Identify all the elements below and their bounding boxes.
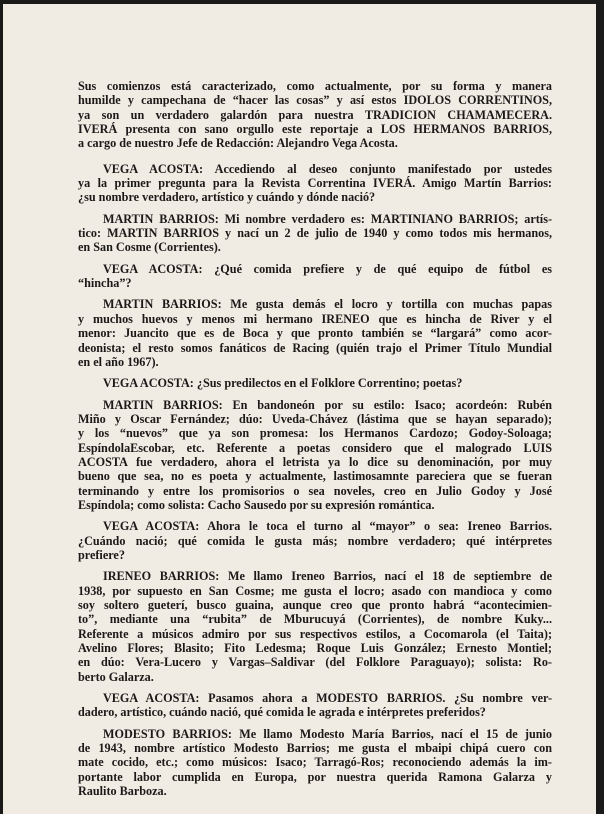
text-line: ¿Cuándo nació; qué comida le gusta más; nombre verdadero; qué intérpretes — [78, 533, 552, 548]
text-line: Miño y Oscar Fernández; dúo: Uveda-Chávez (lástima que se hayan separado); — [78, 411, 552, 426]
text-line: IRENEO BARRIOS: Me llamo Ireneo Barrios, nací el 18 de septiembre de — [103, 569, 552, 584]
text-line: VEGA ACOSTA: ¿Qué comida prefiere y de qué equipo de fútbol es — [103, 261, 552, 276]
text-line: MARTIN BARRIOS: En bandoneón por su estilo: Isaco; acordeón: Rubén — [103, 397, 552, 412]
text-line: berto Galarza. — [78, 669, 154, 684]
text-line: a cargo de nuestro Jefe de Redacción: Alejandro Vega Acosta. — [78, 136, 398, 151]
text-line: deonista; el resto somos fanáticos de Racing (quién trajo el Primer Título Mundial — [78, 340, 552, 355]
interview-paragraph — [78, 212, 552, 255]
text-line: tico: MARTIN BARRIOS y nací un 2 de julio de 1940 y como todos mis hermanos, — [78, 226, 552, 241]
interview-paragraph — [78, 162, 552, 205]
text-line: Sus comienzos está caracterizado, como actualmente, por su forma y manera — [78, 79, 552, 93]
text-line: soy soltero gueterí, busco guaina, aunque creo que pronto habrá “acontecimien- — [78, 598, 552, 612]
text-line: “hincha”? — [78, 276, 132, 291]
text-line: IVERÁ presenta con sano orgullo este reportaje a LOS HERMANOS BARRIOS, — [78, 122, 552, 137]
text-line: VEGA ACOSTA: Accediendo al deseo conjunto manifestado por ustedes — [103, 161, 552, 176]
text-line: Espíndola; como solista: Cacho Sausedo por su expresión romántica. — [78, 497, 435, 512]
text-line: Avelino Flores; Blasito; Fito Ledesma; Roque Luis González; Ernesto Montiel; — [78, 641, 552, 656]
text-line: Raulito Barboza. — [78, 784, 167, 799]
text-line: Referente a músicos admiro por sus respectivos estilos, a Cocomarola (el Taita); — [78, 626, 552, 641]
text-line: y muchos huevos y menos mi hermano IRENEO que es hincha de River y el — [78, 311, 552, 326]
text-line: de 1943, nombre artístico Modesto Barrios; me gusta el mbaipi chipá cuero con — [78, 741, 552, 756]
interview-paragraph — [78, 569, 552, 684]
text-line: en el año 1967). — [78, 354, 159, 369]
text-line: MODESTO BARRIOS: Me llamo Modesto María Barrios, nací el 15 de junio — [103, 726, 552, 741]
interview-paragraph — [78, 297, 552, 369]
interview-paragraph — [78, 727, 552, 799]
interview-paragraph — [78, 398, 552, 513]
text-line: dadero, artístico, cuándo nació, qué comida le agrada e intérpretes preferidos? — [78, 705, 486, 720]
text-line: en dúo: Vera-Lucero y Vargas–Saldivar (del Folklore Paraguayo); solista: Ro- — [78, 655, 552, 670]
text-line: humilde y campechana de “hacer las cosas” y así estos IDOLOS CORRENTINOS, — [78, 93, 552, 108]
text-line: EspíndolaEscobar, etc. Referente a poetas considero que el malogrado LUIS — [78, 440, 552, 455]
document-page — [3, 4, 596, 814]
text-line: 1938, por supuesto en San Cosme; me gusta el locro; asado con mandioca y como — [78, 583, 552, 598]
text-line: VEGA ACOSTA: Pasamos ahora a MODESTO BARRIOS. ¿Su nombre ver- — [103, 691, 552, 706]
text-line: ya son un verdadero galardón para nuestra TRADICION CHAMAMECERA. — [78, 107, 552, 122]
interview-paragraph — [78, 262, 552, 291]
text-line: menor: Juancito que es de Boca y que pronto también se “largará” como acor- — [78, 326, 552, 341]
text-line: y los “nuevos” que ya son promesa: los Hermanos Cardozo; Godoy-Soloaga; — [78, 426, 552, 441]
interview-paragraph — [78, 519, 552, 562]
text-line: prefiere? — [78, 547, 125, 562]
text-line: VEGA ACOSTA: Ahora le toca el turno al “mayor” o sea: Ireneo Barrios. — [103, 519, 552, 534]
text-line: VEGA ACOSTA: ¿Sus predilectos en el Folklore Correntino; poetas? — [103, 376, 463, 391]
text-line: en San Cosme (Corrientes). — [78, 240, 221, 255]
article-column — [78, 79, 552, 805]
text-line: bueno que sea, no es poeta y actualmente, lastimosamnte pareciera que se fueran — [78, 469, 552, 484]
text-line: to”, mediante una “rubita” de Mburucuyá (Corrientes), de nombre Kuky... — [78, 612, 552, 627]
interview-paragraph — [78, 691, 552, 720]
text-line: ¿su nombre verdadero, artístico y cuándo y dónde nació? — [78, 190, 376, 205]
interview-paragraph — [78, 376, 552, 390]
text-line: terminando y entre los promisorios o sea noveles, creo en Julio Godoy y José — [78, 483, 552, 498]
text-line: mate cocido, etc.; como músicos: Isaco; Tarragó-Ros; reconociendo además la im- — [78, 755, 552, 770]
text-line: ya la primer pregunta para la Revista Correntina IVERÁ. Amigo Martín Barrios: — [78, 176, 552, 191]
text-line: MARTIN BARRIOS: Mi nombre verdadero es: MARTINIANO BARRIOS; artís- — [103, 211, 552, 226]
text-line: MARTIN BARRIOS: Me gusta demás el locro y tortilla con muchas papas — [103, 297, 552, 312]
intro-paragraph — [78, 79, 552, 151]
text-line: portante labor cumplida en Europa, por nuestra querida Ramona Galarza y — [78, 769, 552, 784]
text-line: ACOSTA fue verdadero, ahora el letrista ya lo dice su denominación, por muy — [78, 454, 552, 469]
